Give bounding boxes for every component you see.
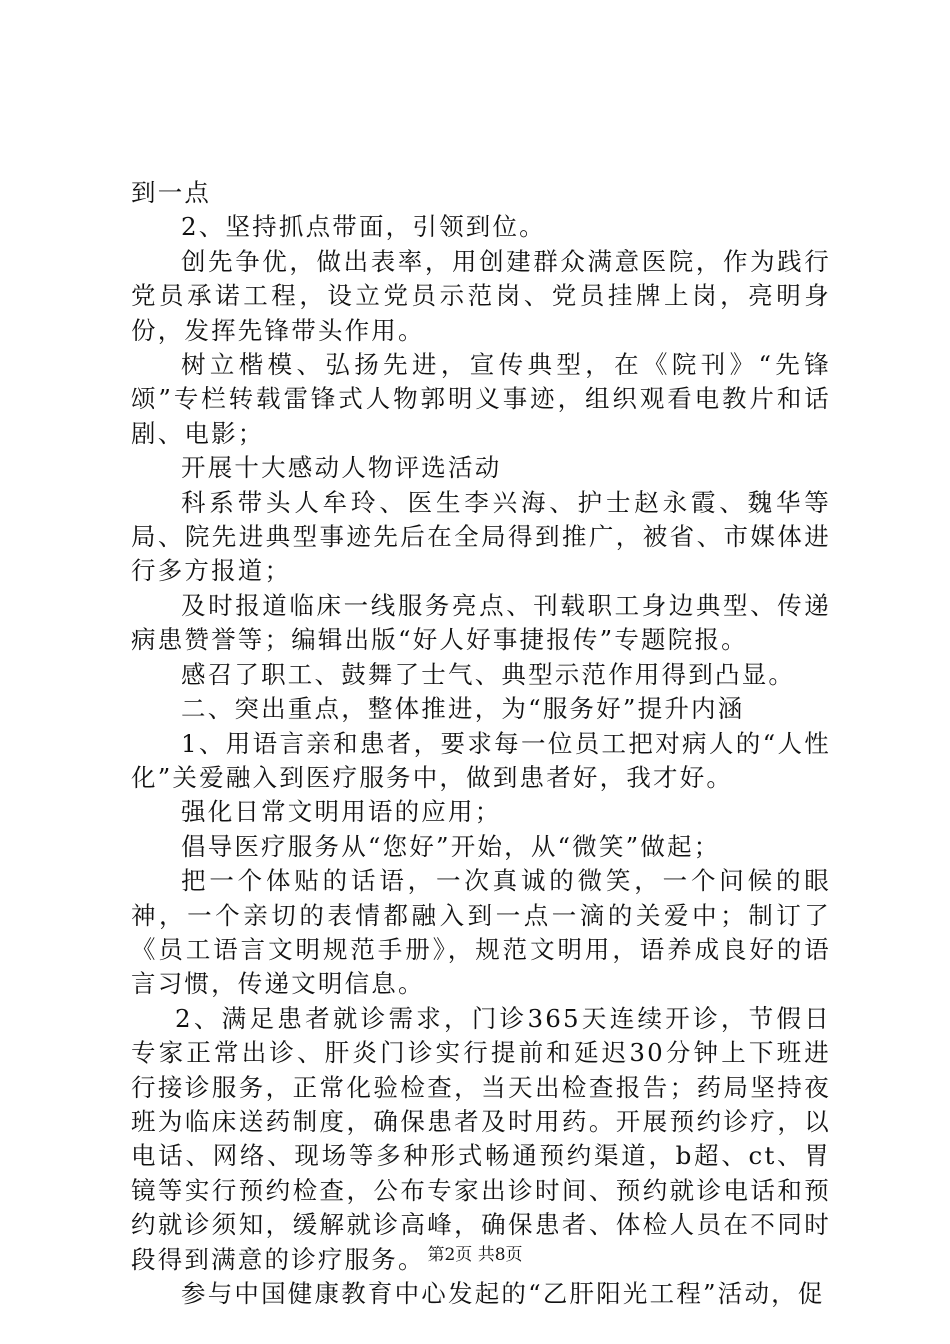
paragraph: 创先争优，做出表率，用创建群众满意医院，作为践行党员承诺工程，设立党员示范岗、党员挂牌上岗，亮明身份，发挥先锋带头作用。 [131,246,831,345]
page-number-footer: 第2页 共8页 [427,1245,523,1265]
paragraph: 1、用语言亲和患者，要求每一位员工把对病人的“人性化”关爱融入到医疗服务中，做到患者好，我才好。 [131,728,831,792]
section-heading: 二、突出重点，整体推进，为“服务好”提升内涵 [181,694,745,724]
document-body [131,176,831,1311]
paragraph: 把一个体贴的话语，一次真诚的微笑，一个问候的眼神，一个亲切的表情都融入到一点一滴的关爱中；制订了《员工语言文明规范手册》，规范文明用，语养成良好的语言习惯，传递文明信息。 [131,866,831,999]
paragraph: 强化日常文明用语的应用； [181,797,502,827]
paragraph: 感召了职工、鼓舞了士气、典型示范作用得到凸显。 [181,659,796,689]
paragraph: 2、满足患者就诊需求，门诊365天连续开诊，节假日专家正常出诊、肝炎门诊实行提前和延迟30分钟上下班进行接诊服务，正常化验检查，当天出检查报告；药局坚持夜班为临床送药制度，确保患者及时用药。开展预约诊疗，以电话、网络、现场等多种形式畅通预约渠道，b超、ct、胃镜等实行预约检查，公布专家出诊时间、预约就诊电话和预约就诊须知，缓解就诊高峰，确保患者、体检人员在不同时段得到满意的诊疗服务。 [131,1003,831,1274]
paragraph: 到一点 [131,178,212,207]
paragraph: 开展十大感动人物评选活动 [181,453,502,483]
paragraph: 科系带头人牟玲、医生李兴海、护士赵永霞、魏华等局、院先进典型事迹先后在全局得到推广，被省、市媒体进行多方报道； [131,487,831,586]
paragraph: 倡导医疗服务从“您好”开始，从“微笑”做起； [181,831,721,861]
paragraph: 及时报道临床一线服务亮点、刊载职工身边典型、传递病患赞誉等；编辑出版“好人好事捷报传”专题院报。 [131,590,831,655]
paragraph: 2、坚持抓点带面，引领到位。 [181,212,546,242]
paragraph: 树立楷模、弘扬先进，宣传典型，在《院刊》“先锋颂”专栏转载雷锋式人物郭明义事迹，组织观看电教片和话剧、电影； [131,350,831,448]
paragraph: 参与中国健康教育中心发起的“乙肝阳光工程”活动，促 [181,1279,825,1308]
